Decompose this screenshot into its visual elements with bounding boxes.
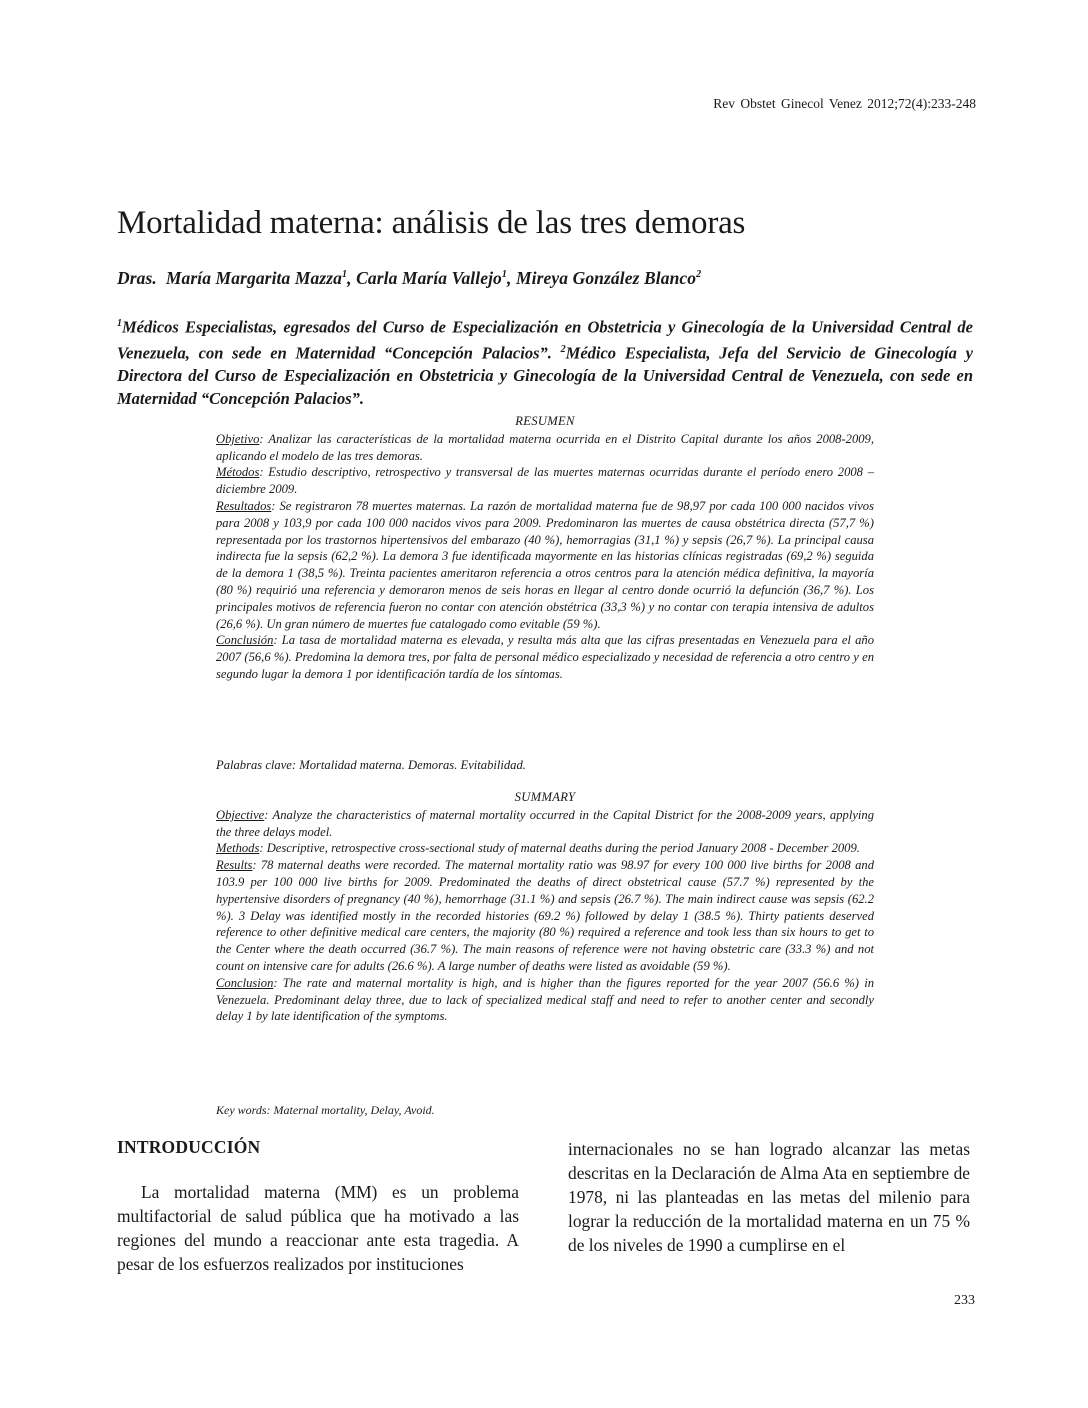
resumen-metodos: Métodos: Estudio descriptivo, retrospectivo y transversal de las muertes maternas ocurridas durante el período enero 2008 – diciembre 2009. [216, 465, 874, 497]
resumen-conclusion: Conclusión: La tasa de mortalidad materna es elevada, y resulta más alta que las cifras presentadas en Venezuela para el año 2007 (56,6 %). Predomina la demora tres, por falta de personal médico especializado y necesidad de referencia a otro centro y en segundo lugar la demora 1 por identificación tardía de los síntomas. [216, 633, 874, 681]
author-list: Dras. María Margarita Mazza$^1$, Carla María Vallejo$^1$, Mireya González Blanco$^2$ [117, 268, 702, 288]
resumen-heading: RESUMEN [515, 414, 575, 428]
summary-abstract [216, 789, 874, 1025]
section-label: Conclusión [216, 633, 274, 648]
author-prefix: Dras. [117, 268, 157, 288]
author-affiliation-mark: 1 [342, 269, 348, 281]
resumen-resultados: Resultados: Se registraron 78 muertes maternas. La razón de mortalidad materna fue de 98,97 por cada 100 000 nacidos vivos para 2008 y 103,9 por cada 100 000 nacidos vivos para 2009. Predominaron las muertes de causa obstétrica directa (57,7 %) representada por los trastornos hipertensivos del embarazo (40 %), hemorragias (31,1 %) y sepsis (26,7 %). La principal causa indirecta fue la sepsis (62,2 %). La demora 3 fue identificada mayormente en las historias clínicas registradas (69,2 %) seguida de la demora 1 (38,5 %). Treinta pacientes ameritaron referencia a otros centros para la atención médica definitiva, la mayoría (80 %) requirió una referencia y demoraron menos de seis horas en llegar al centro donde ocurrió la defunción (36,7 %). Los principales motivos de referencia fueron no contar con atención obstétrica (33,3 %) y no contar con terapia intensiva de adultos (26,6 %). Un gran número de muertes fue catalogado como evitable (59 %). [216, 498, 874, 631]
section-label: Results [216, 858, 253, 873]
palabras-clave: Palabras clave: Mortalidad materna. Demoras. Evitabilidad. [216, 758, 526, 772]
author-name: Mireya González Blanco [516, 268, 697, 288]
summary-conclusion: Conclusion: The rate and maternal mortality is high, and is higher than the figures reported for the year 2007 (56.6 %) in Venezuela. Predominant delay three, due to lack of specialized medical staff and need to refer to another center and secondly delay 1 by late identification of the symptoms. [216, 975, 874, 1024]
summary-results: Results: 78 maternal deaths were recorded. The maternal mortality ratio was 98.97 for every 100 000 live births for 2008 and 103.9 per 100 000 live births for 2009. Predominated the deaths of direct obstetrical cause (57.7 %) represented by the hypertensive disorders of pregnancy (40 %), hemorrhage (31.1 %) and sepsis (26.7 %). The main indirect cause was sepsis (62.2 %). 3 Delay was identified mostly in the recorded histories (69.2 %) followed by delay 1 (38.5 %). Thirty patients deserved reference to other definitive medical care centers, the majority (80 %) required a reference and took less than six hours to get to the Center where the death occurred (36.7 %). The main reasons of reference were not having obstetric care (33.3 %) and not count on intensive care for adults (26.6 %). A large number of deaths were listed as avoidable (59 %). [216, 858, 874, 973]
section-label: Resultados [216, 498, 272, 513]
section-label: Objetivo [216, 431, 260, 446]
author-affiliation-mark: 2 [696, 269, 702, 281]
summary-heading: SUMMARY [514, 790, 576, 804]
resumen-abstract [216, 413, 874, 683]
journal-reference: Rev Obstet Ginecol Venez 2012;72(4):233-248 [713, 96, 976, 111]
body-column-right [568, 1137, 970, 1257]
affiliation-text: Médico Especialista, Jefa del Servicio de Ginecología y Directora del Curso de Especialización en Obstetricia y Ginecología de la Universidad Central de Venezuela, con sede en Maternidad “Concepción Palacios”. [117, 343, 974, 408]
body-column-left [117, 1180, 519, 1276]
author-affiliation-mark: 1 [501, 269, 508, 281]
affiliation-mark: 2 [560, 344, 566, 355]
body-paragraph: internacionales no se han logrado alcanzar las metas descritas en la Declaración de Alma Ata en septiembre de 1978, ni las planteadas en las metas del milenio para lograr la reducción de la mortalidad materna en un 75 % de los niveles de 1990 a cumplirse en el [568, 1139, 970, 1255]
summary-methods: Methods: Descriptive, retrospective cross-sectional study of maternal deaths during the period January 2008 - December 2009. [216, 841, 860, 856]
author-name: Carla María Vallejo [356, 268, 502, 288]
key-words: Key words: Maternal mortality, Delay, Avoid. [216, 1103, 435, 1117]
section-label: Conclusion [216, 975, 274, 990]
author-affiliations [117, 313, 973, 410]
affiliation-mark: 1 [117, 318, 122, 329]
body-paragraph: La mortalidad materna (MM) es un problema multifactorial de salud pública que ha motivado a las regiones del mundo a reaccionar ante esta tragedia. A pesar de los esfuerzos realizados por instituciones [117, 1182, 519, 1274]
article-title: Mortalidad materna: análisis de las tres demoras [117, 205, 746, 241]
section-heading-introduccion: INTRODUCCIÓN [117, 1137, 261, 1157]
author-name: María Margarita Mazza [165, 268, 343, 288]
section-label: Objective [216, 807, 265, 822]
section-label: Methods [216, 841, 260, 856]
summary-objective: Objective: Analyze the characteristics of maternal mortality occurred in the Capital District for the 2008-2009 years, applying the three delays model. [216, 807, 874, 839]
resumen-objetivo: Objetivo: Analizar las características de la mortalidad materna ocurrida en el Distrito Capital durante los años 2008-2009, aplicando el modelo de las tres demoras. [216, 431, 874, 463]
affiliation-text: Médicos Especialistas, egresados del Curso de Especialización en Obstetricia y Ginecología de la Universidad Central de Venezuela, con sede en Maternidad “Concepción Palacios”. [117, 317, 973, 363]
page-number: 233 [954, 1293, 975, 1308]
section-label: Métodos [216, 465, 260, 480]
